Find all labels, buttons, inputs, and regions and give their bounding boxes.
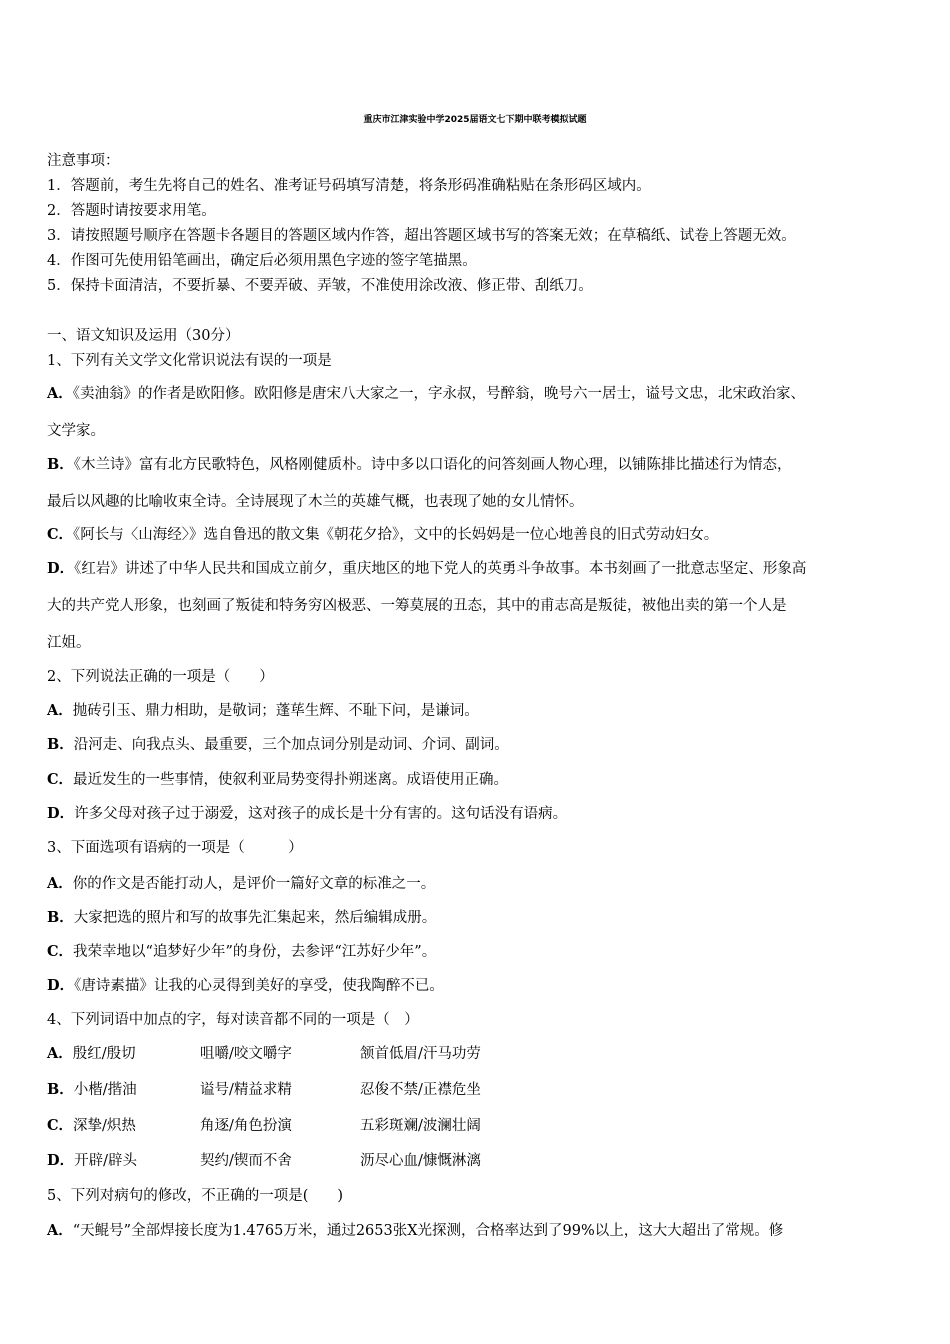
question-2-option-d <box>47 804 567 824</box>
option-label: A． <box>47 875 73 892</box>
option-text: 许多父母对孩子过于溺爱，这对孩子的成长是十分有害的。这句话没有语病。 <box>74 806 568 822</box>
question-1-option-c <box>47 525 718 545</box>
option-text: 开辟/辟头 <box>74 1153 137 1169</box>
question-1-option-d-cont-1: 大的共产党人形象，也刻画了叛徒和特务穷凶极恶、一筹莫展的丑态，其中的甫志高是叛徒，被他出卖的第一个人是 <box>47 598 787 614</box>
option-text: 《阿长与〈山海经〉》选自鲁迅的散文集《朝花夕拾》，文中的长妈妈是一位心地善良的旧式劳动妇女。 <box>73 527 719 543</box>
option-label: B． <box>47 909 74 926</box>
option-cell: 角逐/角色扮演 <box>200 1118 292 1134</box>
question-5-stem: 5、下列对病句的修改，不正确的一项是( ) <box>47 1188 344 1204</box>
question-1-option-b-cont: 最后以风趣的比喻收束全诗。全诗展现了木兰的英雄气概，也表现了她的女儿情怀。 <box>47 494 584 510</box>
notice-item-2: 2．答题时请按要求用笔。 <box>47 203 216 219</box>
option-cell: 沥尽心血/慷慨淋漓 <box>360 1153 481 1169</box>
question-1-option-d-cont-2: 江姐。 <box>47 635 91 651</box>
option-text: 大家把选的照片和写的故事先汇集起来，然后编辑成册。 <box>73 910 437 926</box>
option-text: 殷红/殷切 <box>72 1046 136 1062</box>
option-cell: 谥号/精益求精 <box>200 1082 292 1098</box>
option-cell <box>47 1080 137 1100</box>
option-cell: 五彩斑斓/波澜壮阔 <box>360 1118 481 1134</box>
option-label: B． <box>47 1081 74 1098</box>
question-2-option-c <box>47 770 508 790</box>
question-4-stem: 4、下列词语中加点的字，每对读音都不同的一项是（ ） <box>47 1012 419 1028</box>
option-text: 《红岩》讲述了中华人民共和国成立前夕，重庆地区的地下党人的英勇斗争故事。本书刻画了一批意志坚定、形象高 <box>74 561 807 577</box>
notice-item-1: 1．答题前，考生先将自己的姓名、准考证号码填写清楚，将条形码准确粘贴在条形码区域内。 <box>47 178 651 194</box>
question-3-option-c <box>47 942 436 962</box>
question-1-option-d <box>47 559 806 579</box>
option-label: D． <box>47 560 75 577</box>
option-text: 深挚/炽热 <box>73 1118 136 1134</box>
question-4-option-c <box>0 1116 950 1136</box>
question-4-option-b <box>0 1080 950 1100</box>
option-label: D． <box>47 977 75 994</box>
question-1-stem: 1、下列有关文学文化常识说法有误的一项是 <box>47 353 332 369</box>
option-label: A． <box>47 385 73 402</box>
option-text: 我荣幸地以“追梦好少年”的身份，去参评“江苏好少年”。 <box>73 944 437 960</box>
option-cell: 忍俊不禁/正襟危坐 <box>360 1082 481 1098</box>
option-cell <box>47 1044 136 1064</box>
option-text: 《木兰诗》富有北方民歌特色，风格刚健质朴。诗中多以口语化的问答刻画人物心理，以铺陈排比描述行为情态， <box>73 457 792 473</box>
question-4-option-d <box>0 1151 950 1171</box>
option-text: 抛砖引玉、鼎力相助，是敬词；蓬荜生辉、不耻下问，是谦词。 <box>72 703 479 719</box>
option-text: 沿河走、向我点头、最重要，三个加点词分别是动词、介词、副词。 <box>73 737 509 753</box>
option-label: C． <box>47 526 74 543</box>
notice-heading: 注意事项： <box>47 153 120 169</box>
question-1-option-a <box>47 384 805 404</box>
notice-item-4: 4．作图可先使用铅笔画出，确定后必须用黑色字迹的签字笔描黑。 <box>47 253 477 269</box>
option-label: C． <box>47 1117 74 1134</box>
option-cell: 契约/锲而不舍 <box>200 1153 292 1169</box>
option-cell: 颔首低眉/汗马功劳 <box>360 1046 481 1062</box>
page-title: 重庆市江津实验中学2025届语文七下期中联考模拟试题 <box>363 115 587 125</box>
option-label: C． <box>47 771 74 788</box>
option-label: D． <box>47 805 75 822</box>
question-3-stem: 3、下面选项有语病的一项是（ ） <box>47 840 303 856</box>
section-heading: 一、语文知识及运用（30分） <box>47 328 240 344</box>
option-label: B． <box>47 456 74 473</box>
option-label: A． <box>47 702 73 719</box>
option-text: 《唐诗素描》让我的心灵得到美好的享受，使我陶醉不已。 <box>74 978 444 994</box>
option-text: 最近发生的一些事情，使叙利亚局势变得扑朔迷离。成语使用正确。 <box>73 772 509 788</box>
option-text: 《卖油翁》的作者是欧阳修。欧阳修是唐宋八大家之一，字永叔，号醉翁，晚号六一居士，谥号文忠，北宋政治家、 <box>72 386 806 402</box>
option-cell <box>47 1151 137 1171</box>
option-text: 小楷/揩油 <box>73 1082 137 1098</box>
question-1-option-b <box>47 455 792 475</box>
question-5-option-a <box>47 1221 783 1241</box>
question-2-option-b <box>47 735 509 755</box>
notice-item-3: 3．请按照题号顺序在答题卡各题目的答题区域内作答，超出答题区域书写的答案无效；在草稿纸、试卷上答题无效。 <box>47 228 796 244</box>
question-3-option-b <box>47 908 436 928</box>
option-label: B． <box>47 736 74 753</box>
option-label: A． <box>47 1045 73 1062</box>
option-text: 你的作文是否能打动人，是评价一篇好文章的标准之一。 <box>72 876 436 892</box>
question-3-option-d <box>47 976 444 996</box>
notice-item-5: 5．保持卡面清洁，不要折暴、不要弄破、弄皱，不准使用涂改液、修正带、刮纸刀。 <box>47 278 593 294</box>
question-3-option-a <box>47 874 435 894</box>
option-text: “天鲲号”全部焊接长度为1.4765万米，通过2653张X光探测，合格率达到了99%以上，这大大超出了常规。修 <box>72 1223 784 1239</box>
question-1-option-a-cont: 文学家。 <box>47 423 105 439</box>
question-2-stem: 2、下列说法正确的一项是（ ） <box>47 669 274 685</box>
option-cell: 咀嚼/咬文嚼字 <box>200 1046 292 1062</box>
question-2-option-a <box>47 701 479 721</box>
option-label: A． <box>47 1222 73 1239</box>
option-cell <box>47 1116 136 1136</box>
option-label: D． <box>47 1152 75 1169</box>
question-4-option-a <box>0 1044 950 1064</box>
option-label: C． <box>47 943 74 960</box>
